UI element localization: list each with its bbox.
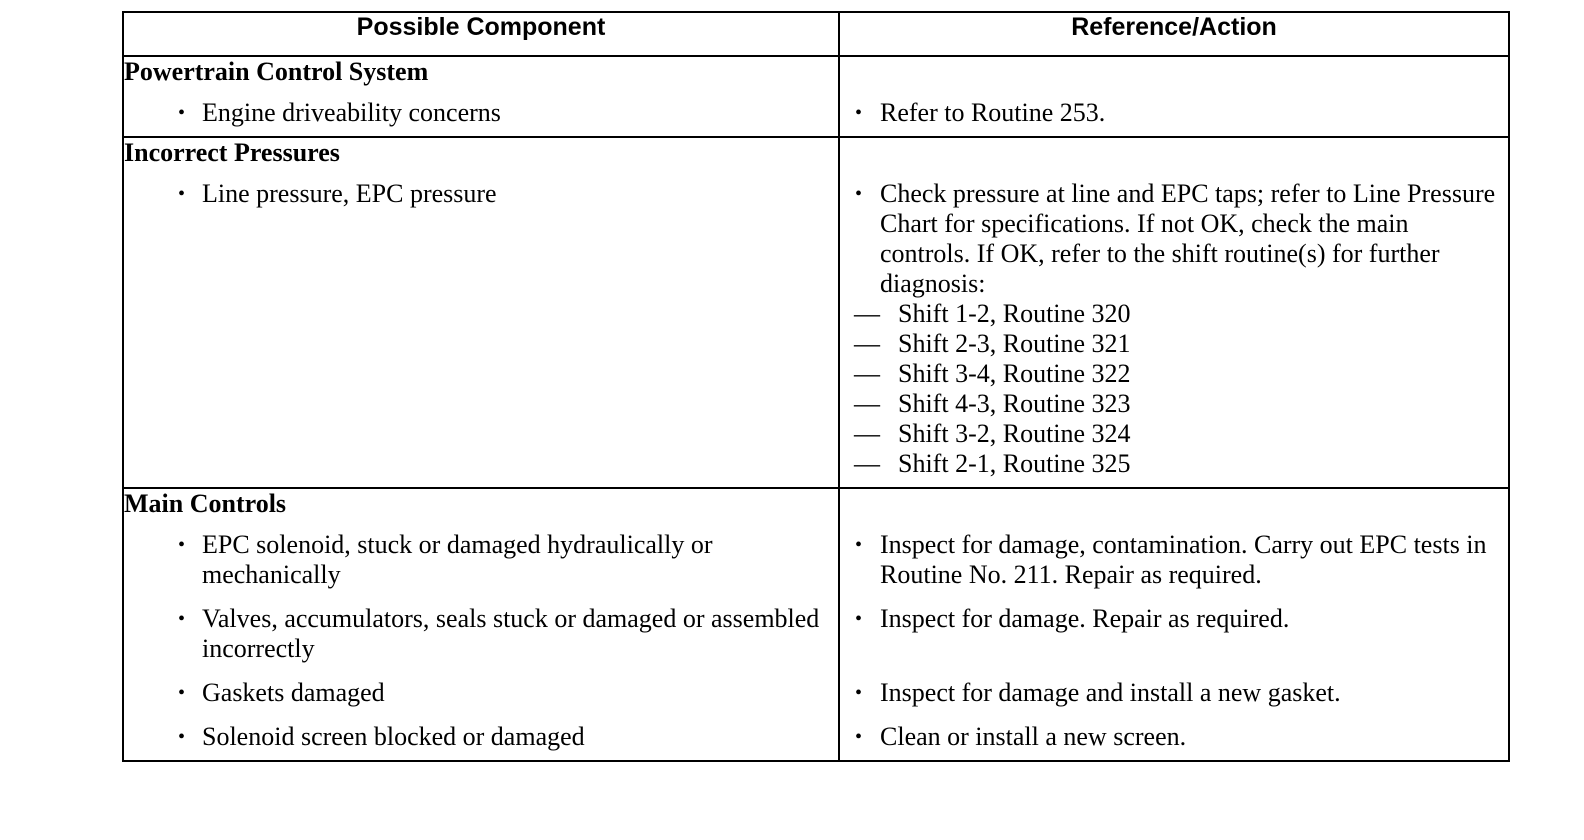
table-header-row xyxy=(123,12,1509,56)
component-text: Engine driveability concerns xyxy=(202,98,501,127)
bullet-icon: • xyxy=(178,608,186,630)
component-cell xyxy=(123,92,839,137)
dash-icon: — xyxy=(854,299,880,328)
section-title-row xyxy=(123,488,1509,524)
action-text: Inspect for damage and install a new gasket. xyxy=(880,678,1341,707)
table-row xyxy=(123,716,1509,761)
dash-icon: — xyxy=(854,419,880,448)
table-row xyxy=(123,524,1509,598)
section-title-empty-cell xyxy=(839,488,1509,524)
component-cell xyxy=(123,524,839,598)
component-text: Gaskets damaged xyxy=(202,678,385,707)
action-cell xyxy=(839,92,1509,137)
dash-icon: — xyxy=(854,359,880,388)
shift-routine-line xyxy=(854,449,1502,479)
section-title-empty-cell xyxy=(839,56,1509,92)
table-body xyxy=(123,56,1509,761)
component-cell xyxy=(123,173,839,488)
section-title: Powertrain Control System xyxy=(123,56,839,92)
table-row xyxy=(123,92,1509,137)
bullet-icon: • xyxy=(855,183,863,205)
section-title: Incorrect Pressures xyxy=(123,137,839,173)
action-text: Clean or install a new screen. xyxy=(880,722,1187,751)
section-title-row xyxy=(123,56,1509,92)
shift-routine-line xyxy=(854,359,1502,389)
dash-icon: — xyxy=(854,389,880,418)
component-text: Line pressure, EPC pressure xyxy=(202,179,497,208)
shift-routine-line xyxy=(854,389,1502,419)
action-cell xyxy=(839,672,1509,716)
shift-routine-text: Shift 1-2, Routine 320 xyxy=(898,299,1131,328)
bullet-icon: • xyxy=(178,682,186,704)
dash-icon: — xyxy=(854,449,880,478)
action-cell xyxy=(839,524,1509,598)
bullet-icon: • xyxy=(855,726,863,748)
shift-routine-text: Shift 2-3, Routine 321 xyxy=(898,329,1131,358)
action-cell xyxy=(839,598,1509,672)
action-cell xyxy=(839,716,1509,761)
bullet-icon: • xyxy=(178,726,186,748)
shift-routine-text: Shift 2-1, Routine 325 xyxy=(898,449,1131,478)
bullet-icon: • xyxy=(855,534,863,556)
component-cell xyxy=(123,598,839,672)
action-text: Check pressure at line and EPC taps; refer to Line Pressure Chart for specifications. If not OK, check the main controls. If OK, refer to the shift routine(s) for further diagnosis: xyxy=(880,179,1496,298)
action-text: Refer to Routine 253. xyxy=(880,98,1106,127)
table-row xyxy=(123,173,1509,488)
component-text: Valves, accumulators, seals stuck or damaged or assembled incorrectly xyxy=(202,604,820,663)
shift-routine-text: Shift 3-4, Routine 322 xyxy=(898,359,1131,388)
component-cell xyxy=(123,672,839,716)
component-cell xyxy=(123,716,839,761)
action-text: Inspect for damage, contamination. Carry out EPC tests in Routine No. 211. Repair as required. xyxy=(880,530,1487,589)
shift-routine-text: Shift 4-3, Routine 323 xyxy=(898,389,1131,418)
bullet-icon: • xyxy=(178,534,186,556)
shift-routine-line xyxy=(854,329,1502,359)
header-possible-component: Possible Component xyxy=(123,12,839,56)
table-row xyxy=(123,672,1509,716)
bullet-icon: • xyxy=(178,102,186,124)
action-text: Inspect for damage. Repair as required. xyxy=(880,604,1290,633)
action-cell xyxy=(839,173,1509,488)
bullet-icon: • xyxy=(855,102,863,124)
shift-routine-line xyxy=(854,419,1502,449)
component-text: EPC solenoid, stuck or damaged hydraulically or mechanically xyxy=(202,530,713,589)
component-text: Solenoid screen blocked or damaged xyxy=(202,722,585,751)
bullet-icon: • xyxy=(855,608,863,630)
header-reference-action: Reference/Action xyxy=(839,12,1509,56)
diagnosis-table xyxy=(122,11,1510,762)
bullet-icon: • xyxy=(855,682,863,704)
shift-routine-line xyxy=(854,299,1502,329)
shift-routine-text: Shift 3-2, Routine 324 xyxy=(898,419,1131,448)
table-row xyxy=(123,598,1509,672)
dash-icon: — xyxy=(854,329,880,358)
section-title: Main Controls xyxy=(123,488,839,524)
bullet-icon: • xyxy=(178,183,186,205)
section-title-empty-cell xyxy=(839,137,1509,173)
section-title-row xyxy=(123,137,1509,173)
